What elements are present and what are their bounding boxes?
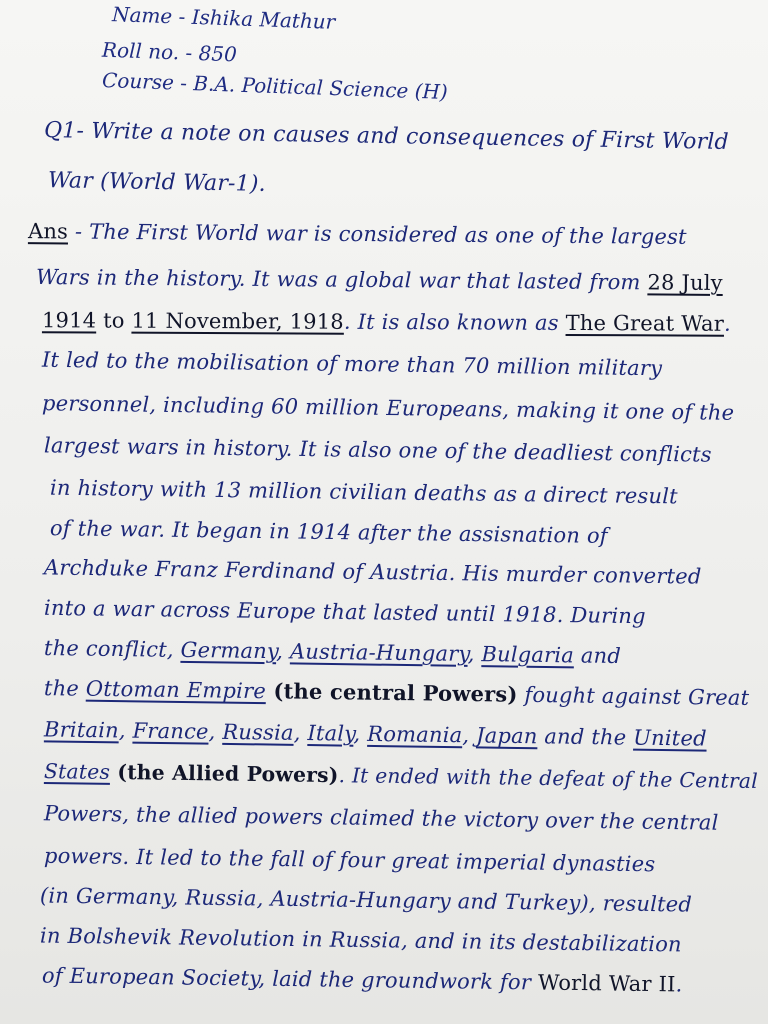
country-japan: Japan [475,723,538,749]
country-britain: Britain [43,717,119,743]
answer-line-13: Britain, France, Russia, Italy, Romania, Japan and the United [43,717,707,751]
start-date: 28 July [647,270,723,295]
question-line-2: War (World War-1). [47,168,267,197]
answer-line-2: Wars in the history. It was a global war that lasted from 28 July [35,265,723,295]
answer-line-17: (in Germany, Russia, Austria-Hungary and Turkey), resulted [39,883,693,917]
country-austria-hungary: Austria-Hungary [289,639,468,666]
country-france: France [132,718,209,744]
answer-line-9: Archduke Franz Ferdinand of Austria. His murder converted [43,555,702,589]
end-date: 11 November, 1918 [131,308,344,334]
ottoman-empire: Ottoman Empire [85,676,267,704]
answer-line-19: of European Society, laid the groundwork for World War II. [41,963,683,997]
country-states: States [43,759,111,784]
answer-line-14: States (the Allied Powers). It ended with the defeat of the Central [43,759,759,793]
answer-line-1: Ans - The First World war is considered as one of the largest [27,219,687,249]
answer-line-3: 1914 to 11 November, 1918. It is also known as The Great War. [41,308,731,336]
answer-line-16: powers. It led to the fall of four great imperial dynasties [43,843,656,877]
country-bulgaria: Bulgaria [481,642,575,668]
answer-line-7: in history with 13 million civilian deaths as a direct result [49,475,678,509]
answer-line-10: into a war across Europe that lasted until 1918. During [43,595,646,629]
answer-prefix: Ans [27,219,69,244]
answer-line-11: the conflict, Germany, Austria-Hungary, Bulgaria and [43,635,622,669]
country-russia: Russia [222,719,294,745]
answer-line-8: of the war. It began in 1914 after the assisnation of [49,516,608,548]
answer-line-4: It led to the mobilisation of more than 70 million military [41,347,663,381]
great-war-term: The Great War [565,310,725,336]
course-name: Course - B.A. Political Science (H) [101,67,449,105]
roll-number: Roll no. - 850 [101,37,238,67]
answer-line-12: the Ottoman Empire (the central Powers) fought against Great [43,676,750,710]
country-united: United [633,725,707,751]
answer-line-6: largest wars in history. It is also one of the deadliest conflicts [43,433,712,467]
country-romania: Romania [367,721,463,748]
question-line-1: Q1- Write a note on causes and consequences of First World [43,118,730,155]
country-italy: Italy [307,721,354,746]
world-war-ii: World War II [537,970,676,997]
answer-line-5: personnel, including 60 million Europeans, making it one of the [41,391,735,425]
start-year: 1914 [41,308,97,333]
central-powers-label: (the central Powers) [265,678,518,707]
answer-line-18: in Bolshevik Revolution in Russia, and in its destabilization [39,923,682,957]
allied-powers-label: (the Allied Powers) [109,759,339,788]
student-name: Name - Ishika Mathur [111,2,336,34]
country-germany: Germany [180,637,277,664]
answer-line-15: Powers, the allied powers claimed the victory over the central [43,801,719,835]
